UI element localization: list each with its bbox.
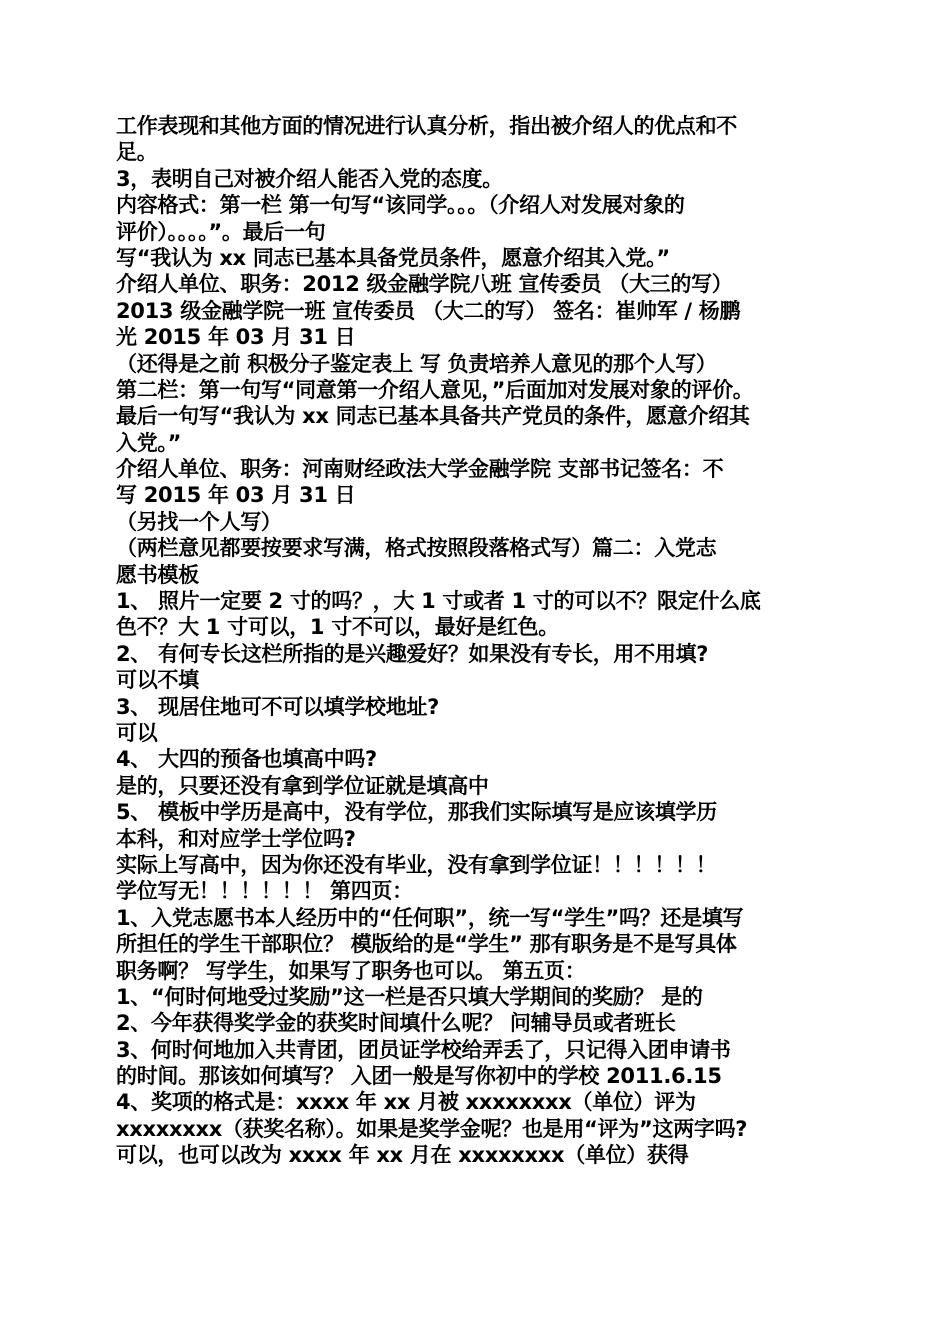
text-line: 1、 照片一定要 2 寸的吗？，大 1 寸或者 1 寸的可以不？限定什么底 [116, 589, 761, 614]
text-line: 3、 现居住地可不可以填学校地址? [116, 694, 440, 719]
text-line: 工作表现和其他方面的情况进行认真分析，指出被介绍人的优点和不 [116, 114, 737, 138]
text-line: 2、今年获得奖学金的获奖时间填什么呢？ 问辅导员或者班长 [116, 1011, 676, 1036]
text-line: 评价）。。。。”。最后一句 [116, 219, 326, 244]
text-line: 色不？大 1 寸可以，1 寸不可以，最好是红色。 [116, 615, 559, 640]
text-line: 第二栏：第一句写“同意第一介绍人意见，”后面加对发展对象的评价。 [116, 377, 754, 402]
text-line: 学位写无！！！！！！ 第四页： [116, 879, 413, 904]
text-line: （另找一个人写） [116, 509, 282, 534]
text-line: 4、 大四的预备也填高中吗? [116, 747, 377, 772]
text-line: 可以 [116, 720, 158, 745]
text-line: 内容格式：第一栏 第一句写“该同学。。。（介绍人对发展对象的 [116, 193, 685, 218]
text-line: 的时间。那该如何填写？ 入团一般是写你初中的学校 2011.6.15 [116, 1064, 722, 1089]
text-line: 介绍人单位、职务：河南财经政法大学金融学院 支部书记签名：不 [116, 457, 724, 482]
text-line: 最后一句写“我认为 xx 同志已基本具备共产党员的条件，愿意介绍其 [116, 404, 750, 429]
text-line: 3、何时何地加入共青团，团员证学校给弄丢了，只记得入团申请书 [116, 1037, 731, 1062]
text-line: 本科，和对应学士学位吗? [116, 826, 356, 851]
text-line: 光 2015 年 03 月 31 日 [116, 325, 356, 350]
text-line: 4、奖项的格式是：xxxx 年 xx 月被 xxxxxxxx（单位）评为 [116, 1090, 696, 1115]
text-line: 是的，只要还没有拿到学位证就是填高中 [116, 773, 489, 798]
text-line: 愿书模板 [116, 562, 199, 587]
text-line: 入党。” [116, 430, 182, 455]
text-line: 可以不填 [116, 668, 199, 693]
text-line: 所担任的学生干部职位？ 模版给的是“学生” 那有职务是不是写具体 [116, 932, 737, 957]
text-line: 足。 [116, 140, 158, 165]
text-line: 1、“何时何地受过奖励”这一栏是否只填大学期间的奖励？ 是的 [116, 984, 703, 1009]
text-line: 职务啊？ 写学生，如果写了职务也可以。 第五页： [116, 958, 586, 983]
text-line: 介绍人单位、职务：2012 级金融学院八班 宣传委员 （大三的写） [116, 272, 733, 297]
text-line: 写 2015 年 03 月 31 日 [116, 483, 356, 508]
text-line: 1、入党志愿书本人经历中的“任何职”，统一写“学生”吗？还是填写 [116, 905, 744, 930]
document-body [116, 113, 840, 1169]
text-line: 写“我认为 xx 同志已基本具备党员条件，愿意介绍其入党。” [116, 245, 670, 270]
text-line: 可以，也可以改为 xxxx 年 xx 月在 xxxxxxxx（单位）获得 [116, 1143, 689, 1168]
text-line: （两栏意见都要按要求写满，格式按照段落格式写）篇二：入党志 [116, 536, 717, 561]
text-line: 3，表明自己对被介绍人能否入党的态度。 [116, 166, 503, 191]
text-line: 5、 模板中学历是高中，没有学位，那我们实际填写是应该填学历 [116, 800, 717, 825]
text-line: 2013 级金融学院一班 宣传委员 （大二的写） 签名：崔帅军 / 杨鹏 [116, 298, 741, 323]
text-line: 2、 有何专长这栏所指的是兴趣爱好？如果没有专长，用不用填? [116, 641, 709, 666]
text-line: （还得是之前 积极分子鉴定表上 写 负责培养人意见的那个人写） [116, 351, 717, 376]
text-line: xxxxxxxx（获奖名称）。如果是奖学金呢？也是用“评为”这两字吗? [116, 1116, 748, 1141]
text-line: 实际上写高中，因为你还没有毕业，没有拿到学位证！！！！！！ [116, 852, 717, 877]
